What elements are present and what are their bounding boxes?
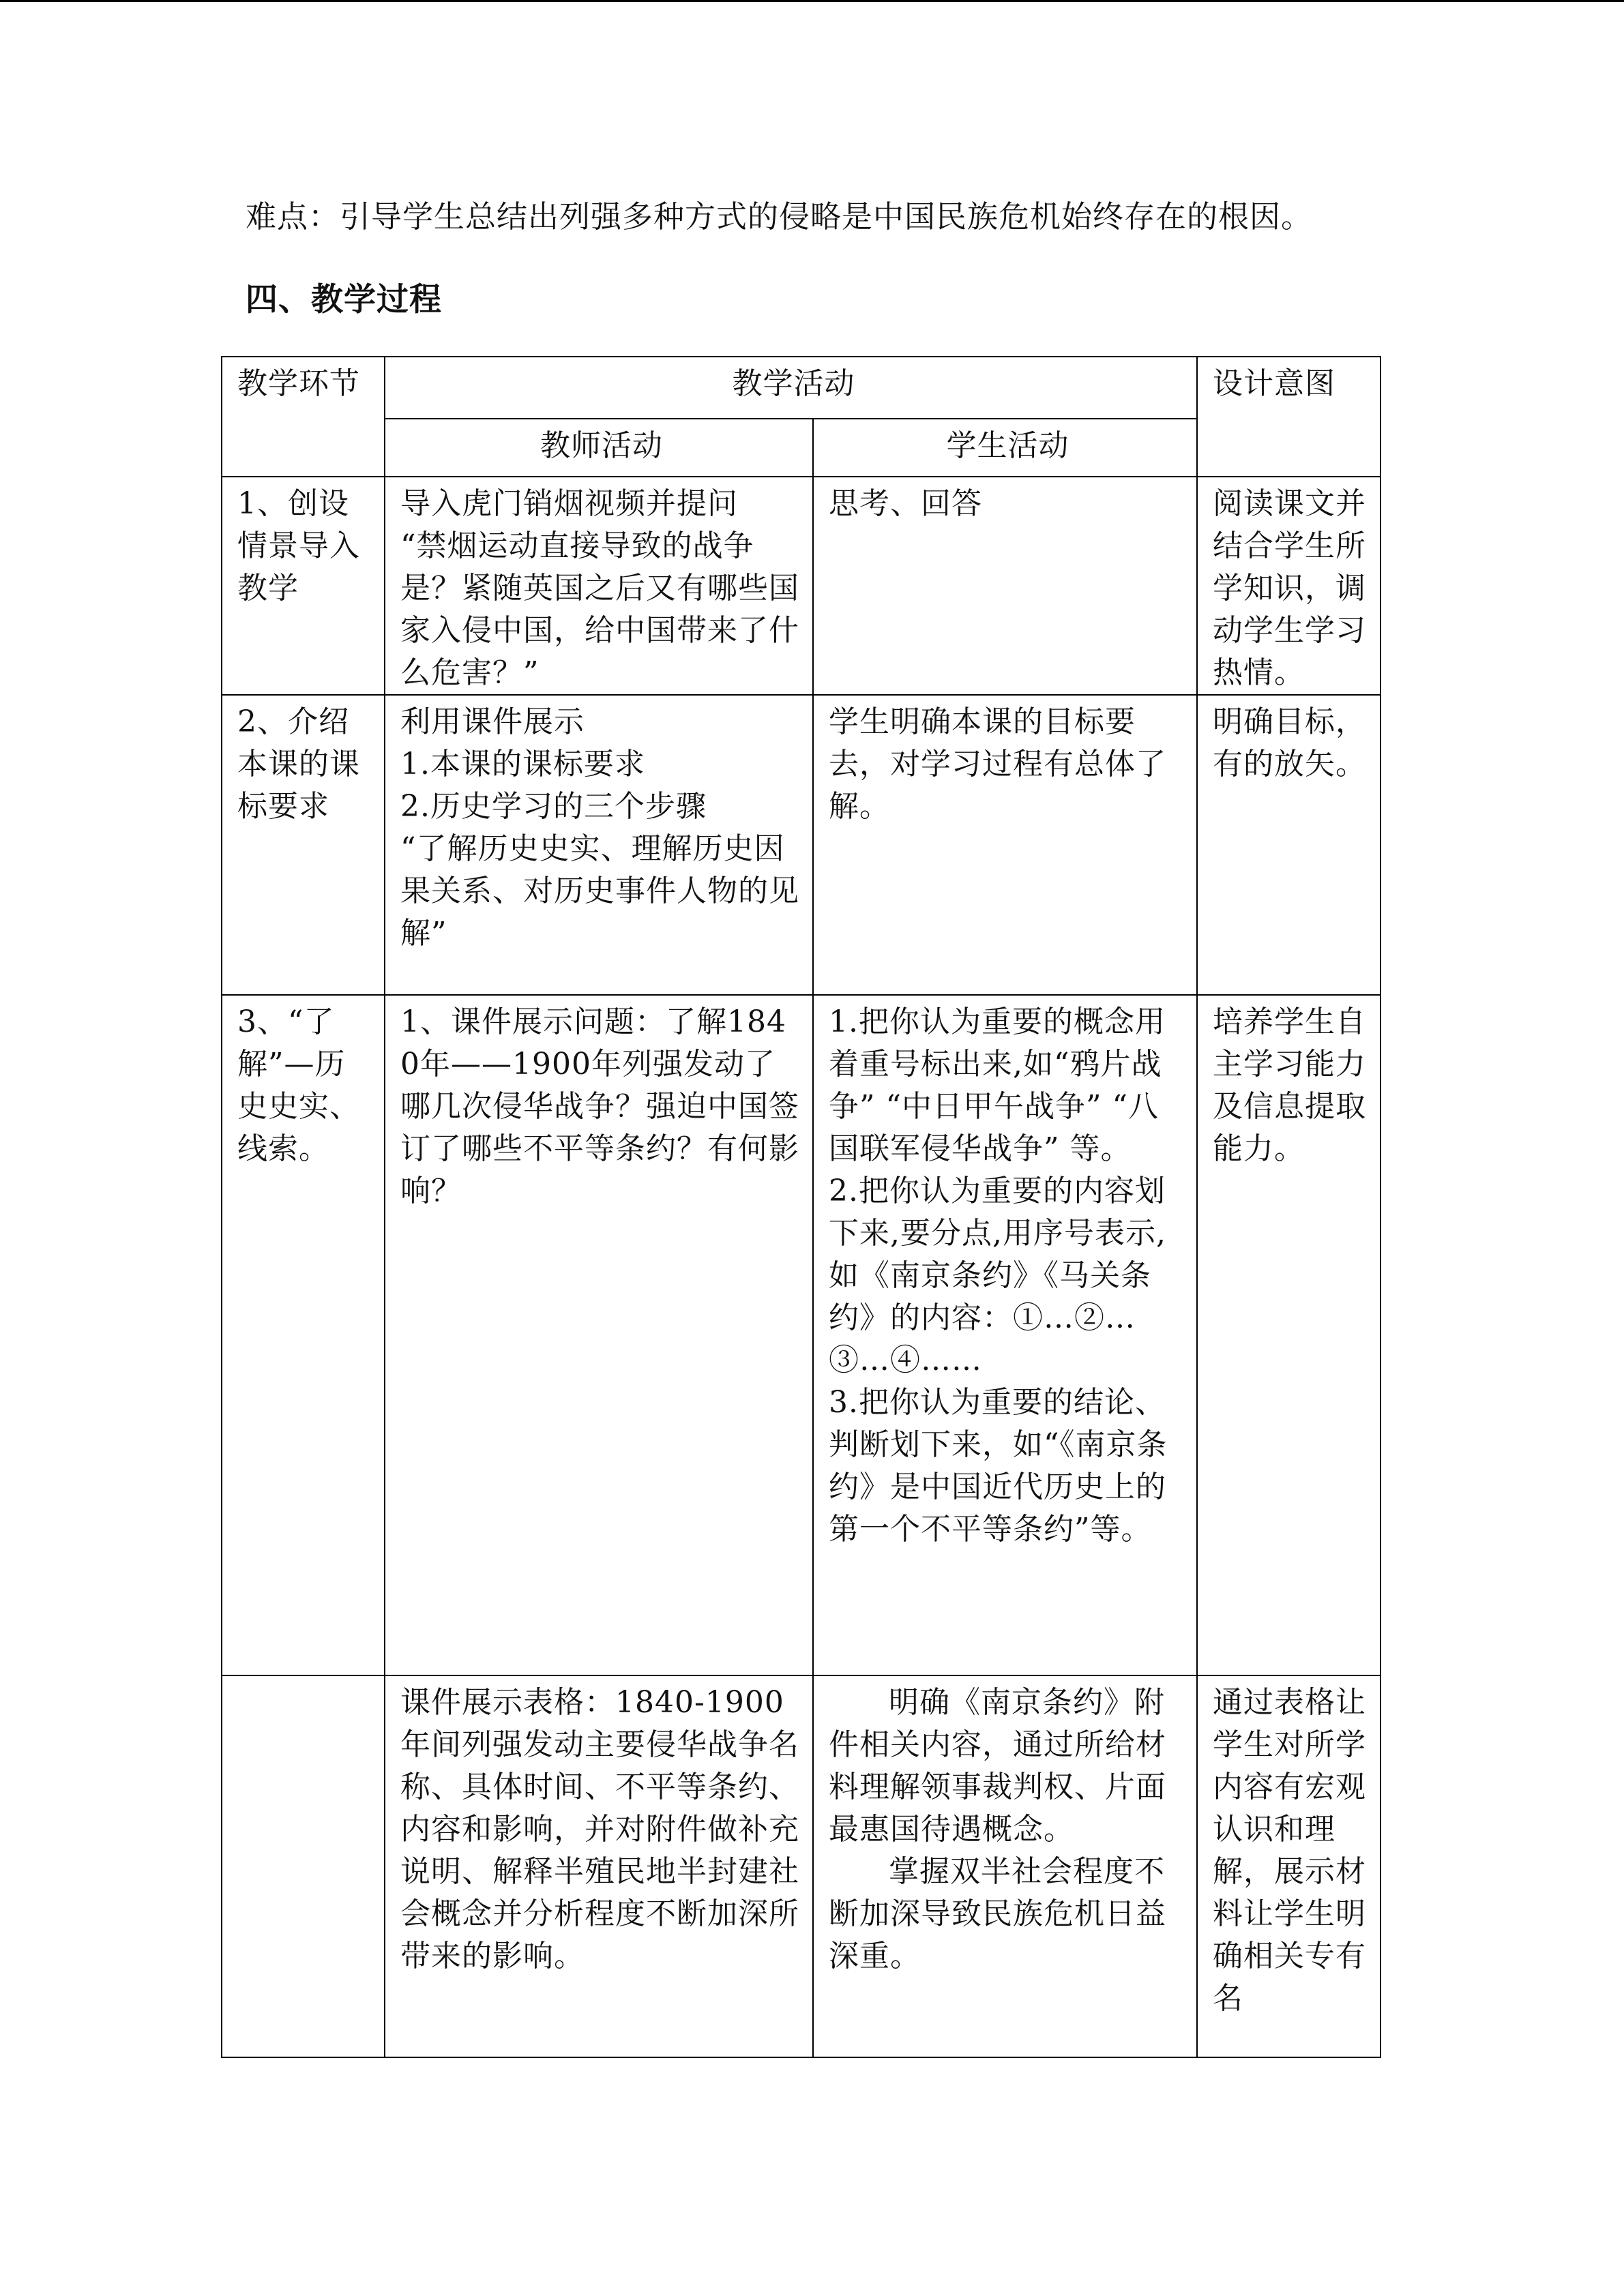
row-design-intent: 明确目标，有的放矢。 bbox=[1197, 695, 1381, 995]
row-design-intent: 通过表格让学生对所学内容有宏观认识和理解，展示材料让学生明确相关专有名 bbox=[1197, 1675, 1381, 2057]
teacher-line: 导入虎门销烟视频并提问 bbox=[400, 486, 738, 521]
student-line: 思考、回答 bbox=[829, 486, 982, 521]
row-student-activity bbox=[813, 1675, 1197, 2057]
row-teacher-activity bbox=[385, 695, 813, 995]
header-stage: 教学环节 bbox=[222, 357, 385, 477]
table-row bbox=[222, 995, 1381, 1675]
student-line: 1.把你认为重要的概念用着重号标出来,如“鸦片战争” “中日甲午战争” “八国联军侵华战争” 等。 bbox=[829, 1004, 1166, 1166]
row-stage: 3、“了解”—历史史实、线索。 bbox=[222, 995, 385, 1675]
row-student-activity bbox=[813, 995, 1197, 1675]
teacher-line: “禁烟运动直接导致的战争是？紧随英国之后又有哪些国家入侵中国，给中国带来了什么危害？” bbox=[400, 528, 799, 690]
header-activity: 教学活动 bbox=[385, 357, 1197, 419]
teacher-line: 1、课件展示问题：了解1840年——1900年列强发动了哪几次侵华战争？强迫中国签订了哪些不平等条约？有何影响？ bbox=[400, 1004, 799, 1208]
teacher-line: 利用课件展示 bbox=[400, 704, 585, 739]
student-line: 掌握双半社会程度不断加深导致民族危机日益深重。 bbox=[829, 1854, 1166, 1973]
table-row bbox=[222, 477, 1381, 695]
teacher-line: 2.历史学习的三个步骤 bbox=[400, 789, 707, 824]
teacher-line: “了解历史史实、理解历史因果关系、对历史事件人物的见解” bbox=[400, 831, 799, 951]
row-student-activity bbox=[813, 695, 1197, 995]
table-row bbox=[222, 1675, 1381, 2057]
student-line: 3.把你认为重要的结论、判断划下来，如“《南京条约》是中国近代历史上的第一个不平等条约”等。 bbox=[829, 1385, 1168, 1547]
row-design-intent: 培养学生自主学习能力及信息提取能力。 bbox=[1197, 995, 1381, 1675]
row-teacher-activity bbox=[385, 995, 813, 1675]
header-teacher: 教师活动 bbox=[385, 419, 813, 477]
header-student: 学生活动 bbox=[813, 419, 1197, 477]
difficulty-paragraph: 难点：引导学生总结出列强多种方式的侵略是中国民族危机始终存在的根因。 bbox=[246, 198, 1313, 235]
student-line: 学生明确本课的目标要去，对学习过程有总体了解。 bbox=[829, 704, 1166, 824]
row-design-intent: 阅读课文并结合学生所学知识，调动学生学习热情。 bbox=[1197, 477, 1381, 695]
row-stage: 2、介绍本课的课标要求 bbox=[222, 695, 385, 995]
page-top-border bbox=[0, 0, 1624, 2]
row-stage bbox=[222, 1675, 385, 2057]
row-stage: 1、创设情景导入教学 bbox=[222, 477, 385, 695]
teaching-process-table bbox=[221, 356, 1381, 2058]
row-teacher-activity bbox=[385, 1675, 813, 2057]
row-student-activity bbox=[813, 477, 1197, 695]
header-intent: 设计意图 bbox=[1197, 357, 1381, 477]
teacher-line: 1.本课的课标要求 bbox=[400, 747, 645, 781]
row-teacher-activity bbox=[385, 477, 813, 695]
teacher-line: 课件展示表格：1840-1900年间列强发动主要侵华战争名称、具体时间、不平等条约、内容和影响，并对附件做补充说明、解释半殖民地半封建社会概念并分析程度不断加深所带来的影响。 bbox=[400, 1685, 799, 1973]
table-row bbox=[222, 695, 1381, 995]
table-header-row bbox=[222, 357, 1381, 419]
section-heading: 四、教学过程 bbox=[246, 281, 442, 318]
student-line: 2.把你认为重要的内容划下来,要分点,用序号表示,如《南京条约》《马关条约》的内容：①…②…③…④…… bbox=[829, 1174, 1166, 1377]
student-line: 明确《南京条约》附件相关内容，通过所给材料理解领事裁判权、片面最惠国待遇概念。 bbox=[829, 1685, 1166, 1847]
